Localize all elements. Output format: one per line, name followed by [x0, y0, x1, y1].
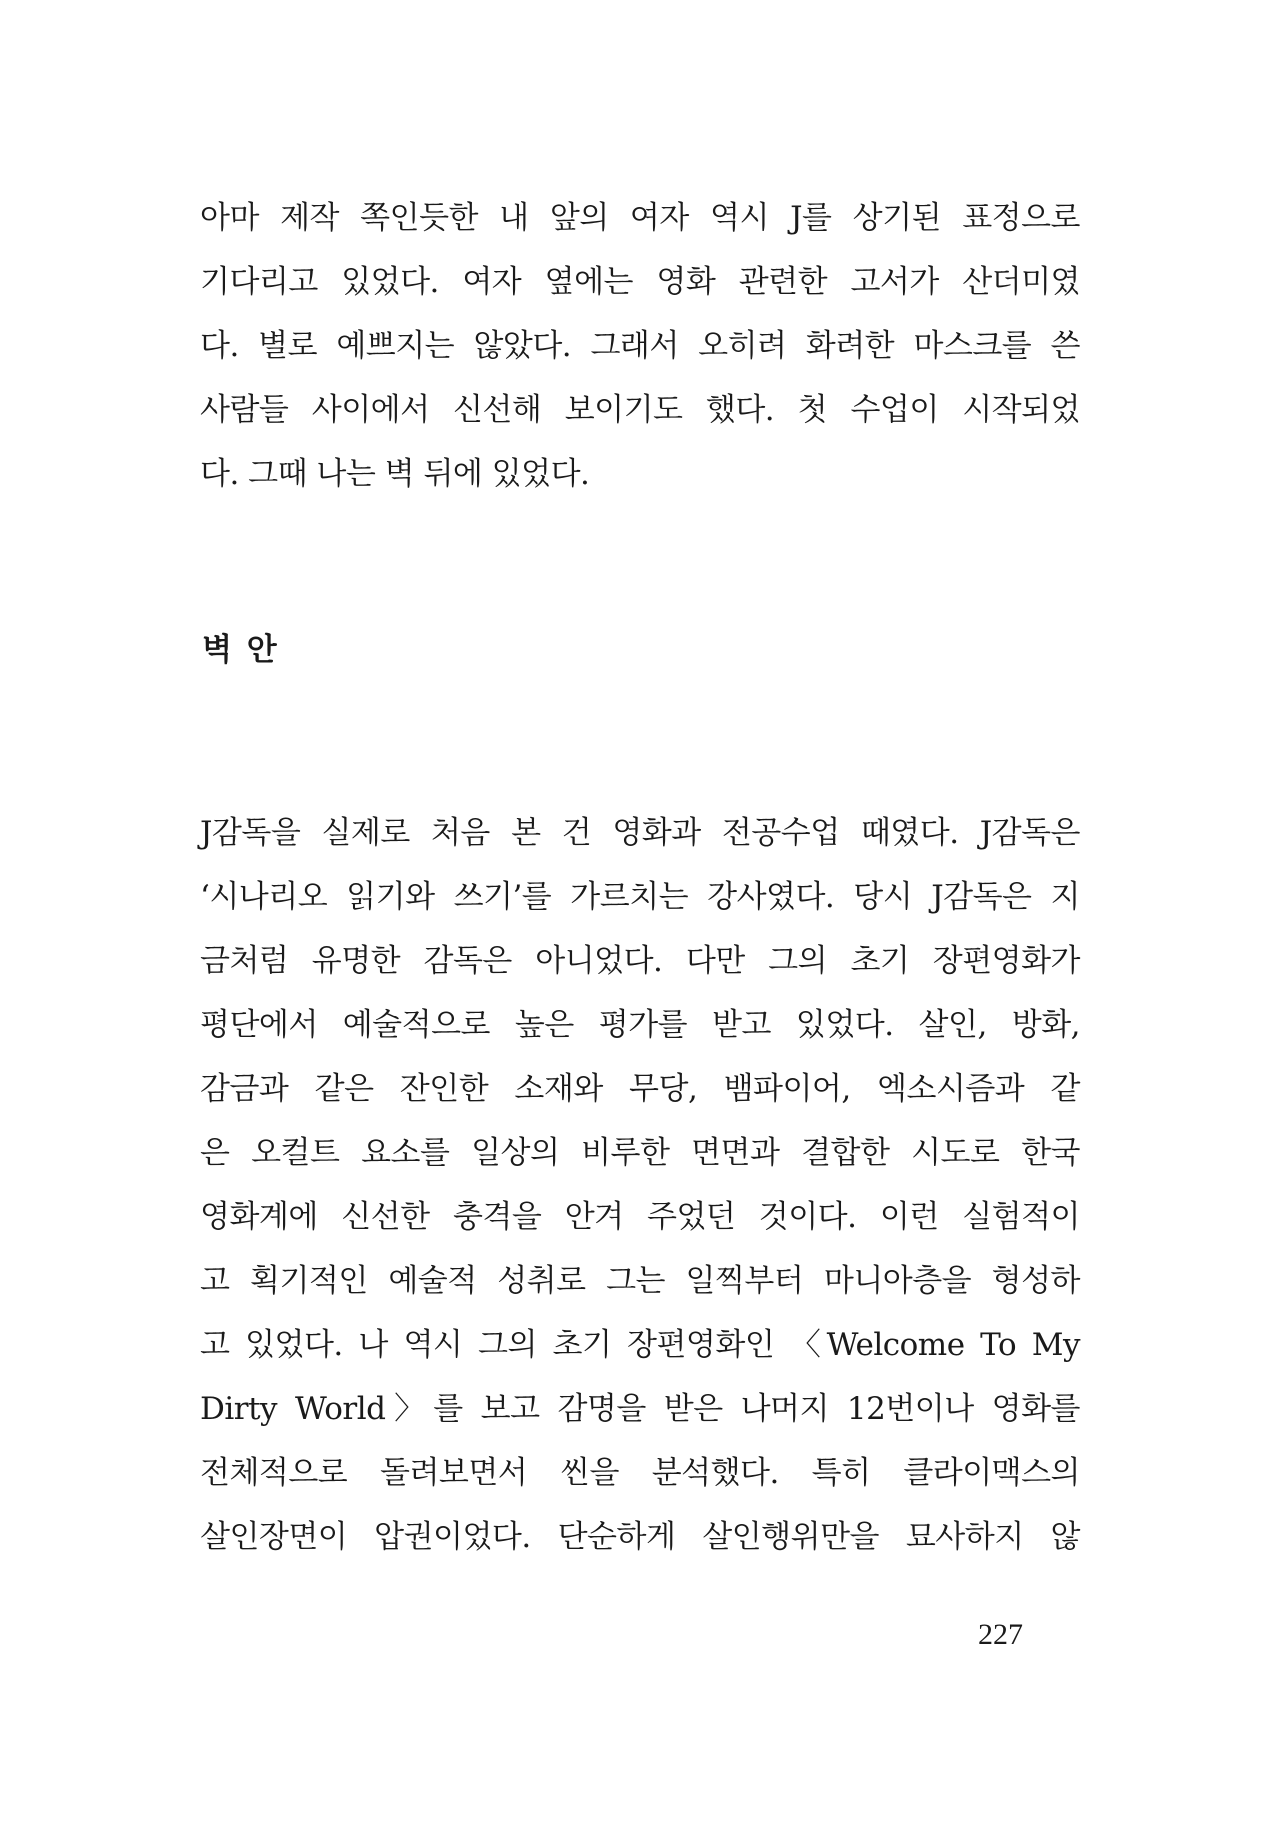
text-line: 기다리고 있었다. 여자 옆에는 영화 관련한 고서가 산더미였: [200, 264, 1080, 300]
text-line: 전체적으로 돌려보면서 씬을 분석했다. 특히 클라이맥스의: [200, 1455, 1080, 1491]
text-line: Dirty World〉를 보고 감명을 받은 나머지 12번이나 영화를: [200, 1391, 1080, 1427]
section-heading: 벽 안: [202, 632, 279, 668]
paragraph-2: [200, 801, 1080, 1569]
paragraph-1: [200, 186, 1080, 506]
text-line: 살인장면이 압권이었다. 단순하게 살인행위만을 묘사하지 않: [200, 1519, 1080, 1555]
text-line: ‘시나리오 읽기와 쓰기’를 가르치는 강사였다. 당시 J감독은 지: [200, 879, 1080, 915]
text-line: 평단에서 예술적으로 높은 평가를 받고 있었다. 살인, 방화,: [200, 1007, 1080, 1043]
text-line: 은 오컬트 요소를 일상의 비루한 면면과 결합한 시도로 한국: [200, 1135, 1080, 1171]
text-line: 아마 제작 쪽인듯한 내 앞의 여자 역시 J를 상기된 표정으로: [200, 200, 1080, 236]
text-line: 금처럼 유명한 감독은 아니었다. 다만 그의 초기 장편영화가: [200, 943, 1080, 979]
text-line: 다. 그때 나는 벽 뒤에 있었다.: [200, 456, 590, 492]
text-line: J감독을 실제로 처음 본 건 영화과 전공수업 때였다. J감독은: [200, 815, 1080, 851]
text-line: 다. 별로 예쁘지는 않았다. 그래서 오히려 화려한 마스크를 쓴: [200, 328, 1080, 364]
text-line: 감금과 같은 잔인한 소재와 무당, 뱀파이어, 엑소시즘과 같: [200, 1071, 1080, 1107]
text-line: 고 획기적인 예술적 성취로 그는 일찍부터 마니아층을 형성하: [200, 1263, 1080, 1299]
text-line: 사람들 사이에서 신선해 보이기도 했다. 첫 수업이 시작되었: [200, 392, 1080, 428]
text-line: 고 있었다. 나 역시 그의 초기 장편영화인 〈Welcome To My: [200, 1327, 1080, 1363]
text-line: 영화계에 신선한 충격을 안겨 주었던 것이다. 이런 실험적이: [200, 1199, 1080, 1235]
page-number: 227: [978, 1618, 1023, 1651]
